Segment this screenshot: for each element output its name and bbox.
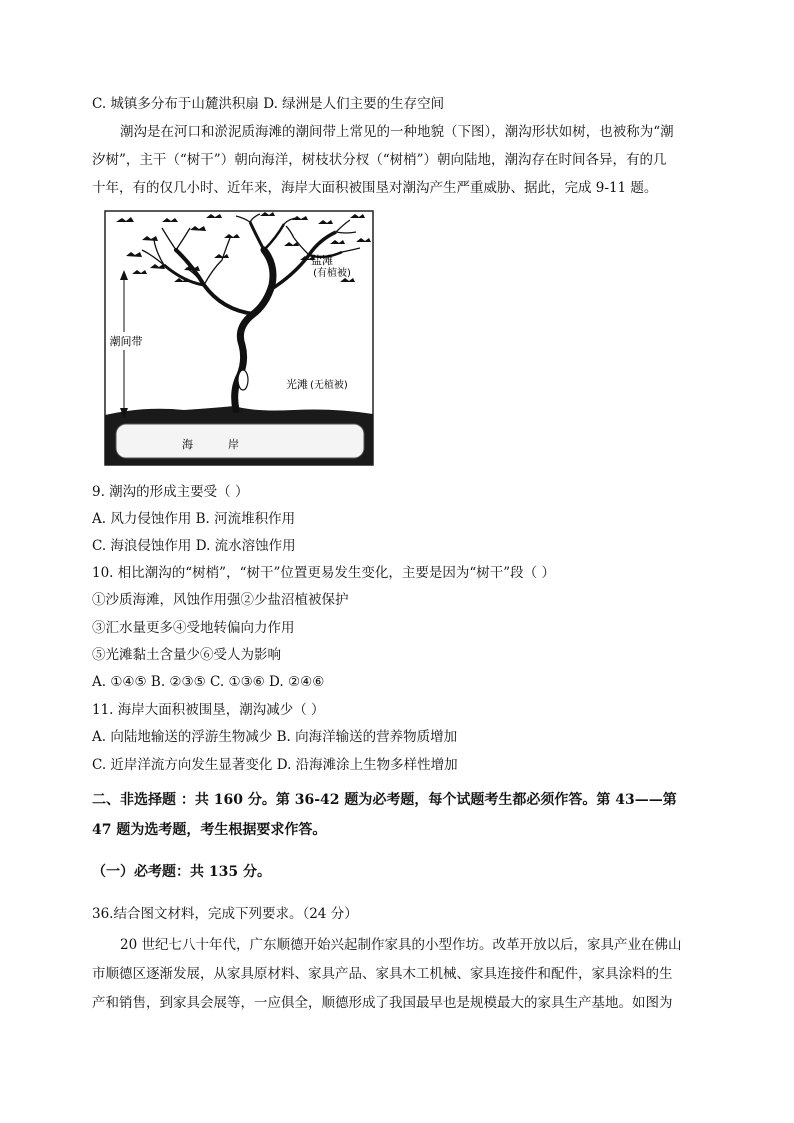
- question-11-options-ab: A. 向陆地输送的浮游生物减少 B. 向海洋输送的营养物质增加: [92, 729, 458, 745]
- text-line-options-c-d: C. 城镇多分布于山麓洪积扇 D. 绿洲是人们主要的生存空间: [92, 96, 445, 112]
- label-bare-flat-sub: (无植被): [310, 380, 348, 391]
- label-salt-marsh-sub: (有植被): [313, 268, 351, 279]
- question-11-options-cd: C. 近岸洋流方向发生显著变化 D. 沿海滩涂上生物多样性增加: [92, 757, 458, 773]
- q36-passage-line-1: 20 世纪七八十年代，广东顺德开始兴起制作家具的小型作坊。改革开放以后，家具产业在佛山: [120, 937, 682, 953]
- question-9-options-ab: A. 风力侵蚀作用 B. 河流堆积作用: [92, 511, 296, 527]
- section-2-heading-line-2: 47 题为选考题，考生根据要求作答。: [92, 822, 327, 838]
- question-10: 10. 相比潮沟的“树梢”，“树干”位置更易发生变化，主要是因为“树干”段（ ）: [92, 565, 555, 581]
- label-salt-marsh: 盐滩: [311, 254, 333, 267]
- label-coast-2: 岸: [228, 438, 239, 451]
- question-10-options: A. ①④⑤ B. ②③⑤ C. ①③⑥ D. ②④⑥: [92, 674, 325, 690]
- question-10-statements-2: ③汇水量更多④受地转偏向力作用: [92, 620, 295, 636]
- label-coast-1: 海: [182, 438, 193, 451]
- passage-line-2: 汐树”，主干（“树干”）朝向海洋，树枝状分杈（“树梢”）朝向陆地，潮沟存在时间各异，有的几: [92, 152, 667, 168]
- question-10-statements-3: ⑤光滩黏土含量少⑥受人为影响: [92, 647, 281, 663]
- question-9-options-cd: C. 海浪侵蚀作用 D. 流水溶蚀作用: [92, 538, 296, 554]
- label-bare-flat: 光滩: [286, 378, 308, 391]
- subsection-required-heading: （一）必考题：共 135 分。: [92, 864, 271, 880]
- question-11: 11. 海岸大面积被围垦，潮沟减少（ ）: [92, 702, 325, 718]
- q36-passage-line-3: 产和销售，到家具会展等，一应俱全，顺德形成了我国最早也是规模最大的家具生产基地。如图为: [92, 995, 673, 1011]
- passage-line-3: 十年，有的仅几小时、近年来，海岸大面积被围垦对潮沟产生严重威胁、据此，完成 9-11 题。: [92, 180, 658, 196]
- question-9: 9. 潮沟的形成主要受（ ）: [92, 484, 249, 500]
- q36-passage-line-2: 市顺德区逐渐发展，从家具原材料、家具产品、家具木工机械、家具连接件和配件，家具涂料的生: [92, 966, 673, 982]
- question-10-statements-1: ①沙质海滩，风蚀作用强②少盐沼植被保护: [92, 592, 349, 608]
- tidal-creek-diagram: [104, 210, 374, 466]
- passage-line-1: 潮沟是在河口和淤泥质海滩的潮间带上常见的一种地貌（下图），潮沟形状如树，也被称为“潮: [120, 124, 674, 140]
- label-tidal-zone: 潮间带: [109, 335, 143, 348]
- question-36: 36.结合图文材料，完成下列要求。（24 分）: [92, 906, 358, 922]
- section-2-heading-line-1: 二、非选择题 ：共 160 分。第 36-42 题为必考题，每个试题考生都必须作答。第 43——第: [92, 792, 677, 808]
